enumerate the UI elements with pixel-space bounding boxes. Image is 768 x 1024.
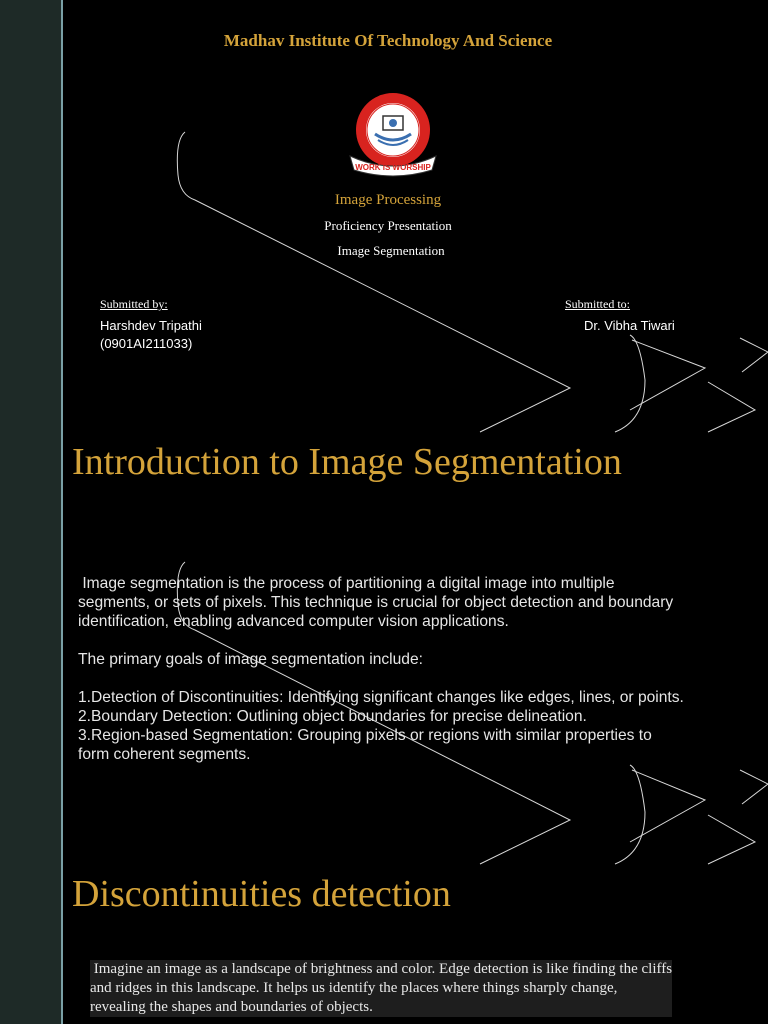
submitted-to-label: Submitted to: — [565, 297, 631, 311]
student-id: (0901AI211033) — [100, 336, 193, 351]
sidebar-divider-line — [61, 0, 63, 1024]
intro-line: identification, enabling advanced computer vision applications. — [78, 613, 509, 630]
institute-logo — [338, 90, 448, 180]
institute-name: Madhav Institute Of Technology And Science — [223, 31, 553, 50]
intro-heading: Introduction to Image Segmentation — [72, 441, 622, 483]
submitted-by-label: Submitted by: — [100, 297, 168, 311]
intro-line: Image segmentation is the process of partitioning a digital image into multiple — [78, 575, 615, 592]
presentation-topic: Image Segmentation — [337, 243, 445, 258]
intro-line — [78, 631, 684, 650]
intro-line — [78, 669, 684, 688]
intro-body — [78, 574, 684, 764]
discontinuities-line: Imagine an image as a landscape of brightness and color. Edge detection is like finding the cliffs — [90, 961, 673, 977]
student-name: Harshdev Tripathi — [100, 318, 202, 333]
left-sidebar-band — [0, 0, 61, 1024]
presentation-type: Proficiency Presentation — [324, 218, 452, 233]
intro-line: segments, or sets of pixels. This technique is crucial for object detection and boundary — [78, 594, 674, 611]
discontinuities-heading: Discontinuities detection — [72, 873, 451, 915]
intro-line: 1.Detection of Discontinuities: Identifying significant changes like edges, lines, or points. — [78, 689, 684, 706]
intro-line: The primary goals of image segmentation include: — [78, 651, 423, 668]
intro-line: form coherent segments. — [78, 746, 251, 763]
discontinuities-line: and ridges in this landscape. It helps us identify the places where things sharply change, — [90, 980, 618, 996]
subject-title: Image Processing — [334, 192, 442, 208]
discontinuities-line: revealing the shapes and boundaries of objects. — [90, 999, 373, 1015]
discontinuities-body — [90, 960, 672, 1017]
intro-line: 3.Region-based Segmentation: Grouping pixels or regions with similar properties to — [78, 727, 652, 744]
svg-text:WORK IS WORSHIP: WORK IS WORSHIP — [355, 163, 431, 172]
teacher-name: Dr. Vibha Tiwari — [584, 318, 675, 333]
intro-line: 2.Boundary Detection: Outlining object boundaries for precise delineation. — [78, 708, 587, 725]
